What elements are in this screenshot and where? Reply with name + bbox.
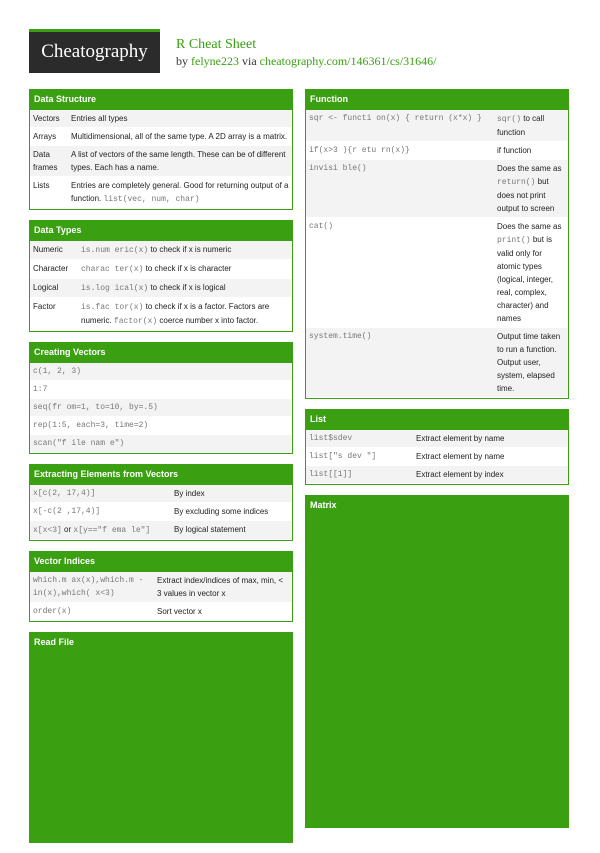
term: Lists xyxy=(33,181,50,190)
description-text: to check if x is numeric xyxy=(150,245,232,254)
description: By index xyxy=(174,489,205,498)
read-file-section xyxy=(29,632,293,843)
code-snippet: invisi ble() xyxy=(309,164,367,173)
table-row xyxy=(30,572,292,603)
description-text: to call function xyxy=(497,114,545,137)
table-row xyxy=(30,146,292,177)
code-snippet: factor(x) xyxy=(113,317,158,326)
description xyxy=(497,112,565,139)
table-row xyxy=(30,485,292,503)
term: Data frames xyxy=(33,150,58,172)
section-title: Function xyxy=(306,90,568,110)
description: Entries all types xyxy=(71,114,128,123)
description-text: Does the same as xyxy=(497,222,562,231)
term: Numeric xyxy=(33,245,63,254)
sheet-url-link[interactable]: cheatography.com/146361/cs/31646/ xyxy=(259,54,437,68)
table-row xyxy=(30,241,292,260)
section-title: Read File xyxy=(30,633,292,653)
right-column xyxy=(305,89,569,838)
table-row xyxy=(306,218,568,328)
data-structure-section xyxy=(29,89,293,210)
code-snippet: order(x) xyxy=(33,607,72,616)
code-row: c(1, 2, 3) xyxy=(30,363,292,381)
description: Output time taken to run a function. Output user, system, elapsed time. xyxy=(497,332,561,393)
code-snippet: is.log ical(x) xyxy=(81,284,149,293)
data-types-section xyxy=(29,220,293,332)
description xyxy=(81,262,289,276)
table-row xyxy=(30,128,292,146)
description-text: Does the same as xyxy=(497,164,562,173)
extracting-elements-section xyxy=(29,464,293,541)
section-title: Creating Vectors xyxy=(30,343,292,363)
section-title: List xyxy=(306,410,568,430)
table-row xyxy=(30,260,292,279)
table-row xyxy=(306,448,568,466)
description xyxy=(497,162,565,215)
term: Character xyxy=(33,264,69,273)
creating-vectors-section xyxy=(29,342,293,454)
table-row xyxy=(30,521,292,540)
vector-indices-section xyxy=(29,551,293,622)
section-title: Data Types xyxy=(30,221,292,241)
code-snippet: cat() xyxy=(309,222,334,231)
table-row xyxy=(30,603,292,621)
description-text: to check if x is character xyxy=(145,264,232,273)
description-text: but is valid only for atomic types (logical, integer, real, complex, character) and names xyxy=(497,235,554,323)
code-snippet: list(vec, num, char) xyxy=(103,195,200,204)
or-label: or xyxy=(64,525,72,534)
code-row: rep(1:5, each=3, time=2) xyxy=(30,417,292,435)
description: Extract element by name xyxy=(416,434,505,443)
table-row xyxy=(30,110,292,128)
term: Factor xyxy=(33,302,56,311)
description xyxy=(81,300,289,328)
table-row xyxy=(306,160,568,218)
cheatography-logo[interactable]: Cheatography xyxy=(29,29,160,73)
code-snippet: sqr() xyxy=(497,115,522,124)
code-snippet: x[-c(2 ,17,4)] xyxy=(33,507,101,516)
description-text: coerce number x into factor. xyxy=(159,316,259,325)
code-row: 1:7 xyxy=(30,381,292,399)
code-snippet: x[y=="f ema le"] xyxy=(73,526,151,535)
code-snippet: list$sdev xyxy=(309,434,353,443)
code-snippet: charac ter(x) xyxy=(81,265,144,274)
list-section xyxy=(305,409,569,485)
section-title: Vector Indices xyxy=(30,552,292,572)
code-snippet: is.num eric(x) xyxy=(81,246,149,255)
table-row xyxy=(306,430,568,448)
by-label: by xyxy=(176,54,188,68)
description-text: to check if x is logical xyxy=(150,283,226,292)
code-cell xyxy=(33,523,174,537)
table-row xyxy=(30,298,292,331)
section-title: Matrix xyxy=(306,496,568,516)
code-snippet: if(x>3 ){r etu rn(x)} xyxy=(309,146,410,155)
byline xyxy=(176,54,437,69)
description: Extract index/indices of max, min, < 3 values in vector x xyxy=(157,576,284,598)
description: By logical statement xyxy=(174,525,246,534)
term: Vectors xyxy=(33,114,60,123)
code-snippet: list["s dev "] xyxy=(309,452,377,461)
author-link[interactable]: felyne223 xyxy=(191,54,239,68)
code-snippet: x[c(2, 17,4)] xyxy=(33,489,96,498)
left-column xyxy=(29,89,293,853)
code-row: scan("f ile nam e") xyxy=(30,435,292,453)
description xyxy=(497,220,565,325)
code-snippet: system.time() xyxy=(309,332,372,341)
description: A list of vectors of the same length. These can be of different types. Each has a name. xyxy=(71,150,286,172)
code-snippet: which.m ax(x),which.m - in(x),which( x<3) xyxy=(33,576,144,598)
description: if function xyxy=(497,146,532,155)
description xyxy=(81,281,289,295)
page-title: R Cheat Sheet xyxy=(176,37,257,52)
table-row xyxy=(30,279,292,298)
table-row xyxy=(306,110,568,142)
section-title: Data Structure xyxy=(30,90,292,110)
code-row: seq(fr om=1, to=10, by=.5) xyxy=(30,399,292,417)
description: Sort vector x xyxy=(157,607,202,616)
function-section xyxy=(305,89,569,399)
term: Arrays xyxy=(33,132,57,141)
table-row xyxy=(30,503,292,521)
description: Multidimensional, all of the same type. A 2D array is a matrix. xyxy=(71,132,288,141)
table-row xyxy=(306,466,568,484)
description-text: Entries are completely general. Good for returning output of a function. xyxy=(71,181,289,203)
description xyxy=(71,179,289,206)
description: By excluding some indices xyxy=(174,507,269,516)
via-label: via xyxy=(241,54,257,68)
table-row xyxy=(30,177,292,209)
table-row xyxy=(306,142,568,160)
description xyxy=(81,243,289,257)
description-text: to check if x is a factor. Factors are numeric. xyxy=(81,302,270,325)
code-snippet: is.fac tor(x) xyxy=(81,303,144,312)
description: Extract element by name xyxy=(416,452,505,461)
code-snippet: sqr <- functi on(x) { return (x*x) } xyxy=(309,114,482,123)
term: Logical xyxy=(33,283,59,292)
description: Extract element by index xyxy=(416,470,504,479)
code-snippet: return() xyxy=(497,178,536,187)
code-snippet: x[x<3] xyxy=(33,526,62,535)
code-snippet: print() xyxy=(497,236,531,245)
table-row xyxy=(306,328,568,398)
matrix-section xyxy=(305,495,569,828)
description-text: but does not print output to screen xyxy=(497,177,555,213)
code-snippet: list[[1]] xyxy=(309,470,353,479)
section-title: Extracting Elements from Vectors xyxy=(30,465,292,485)
